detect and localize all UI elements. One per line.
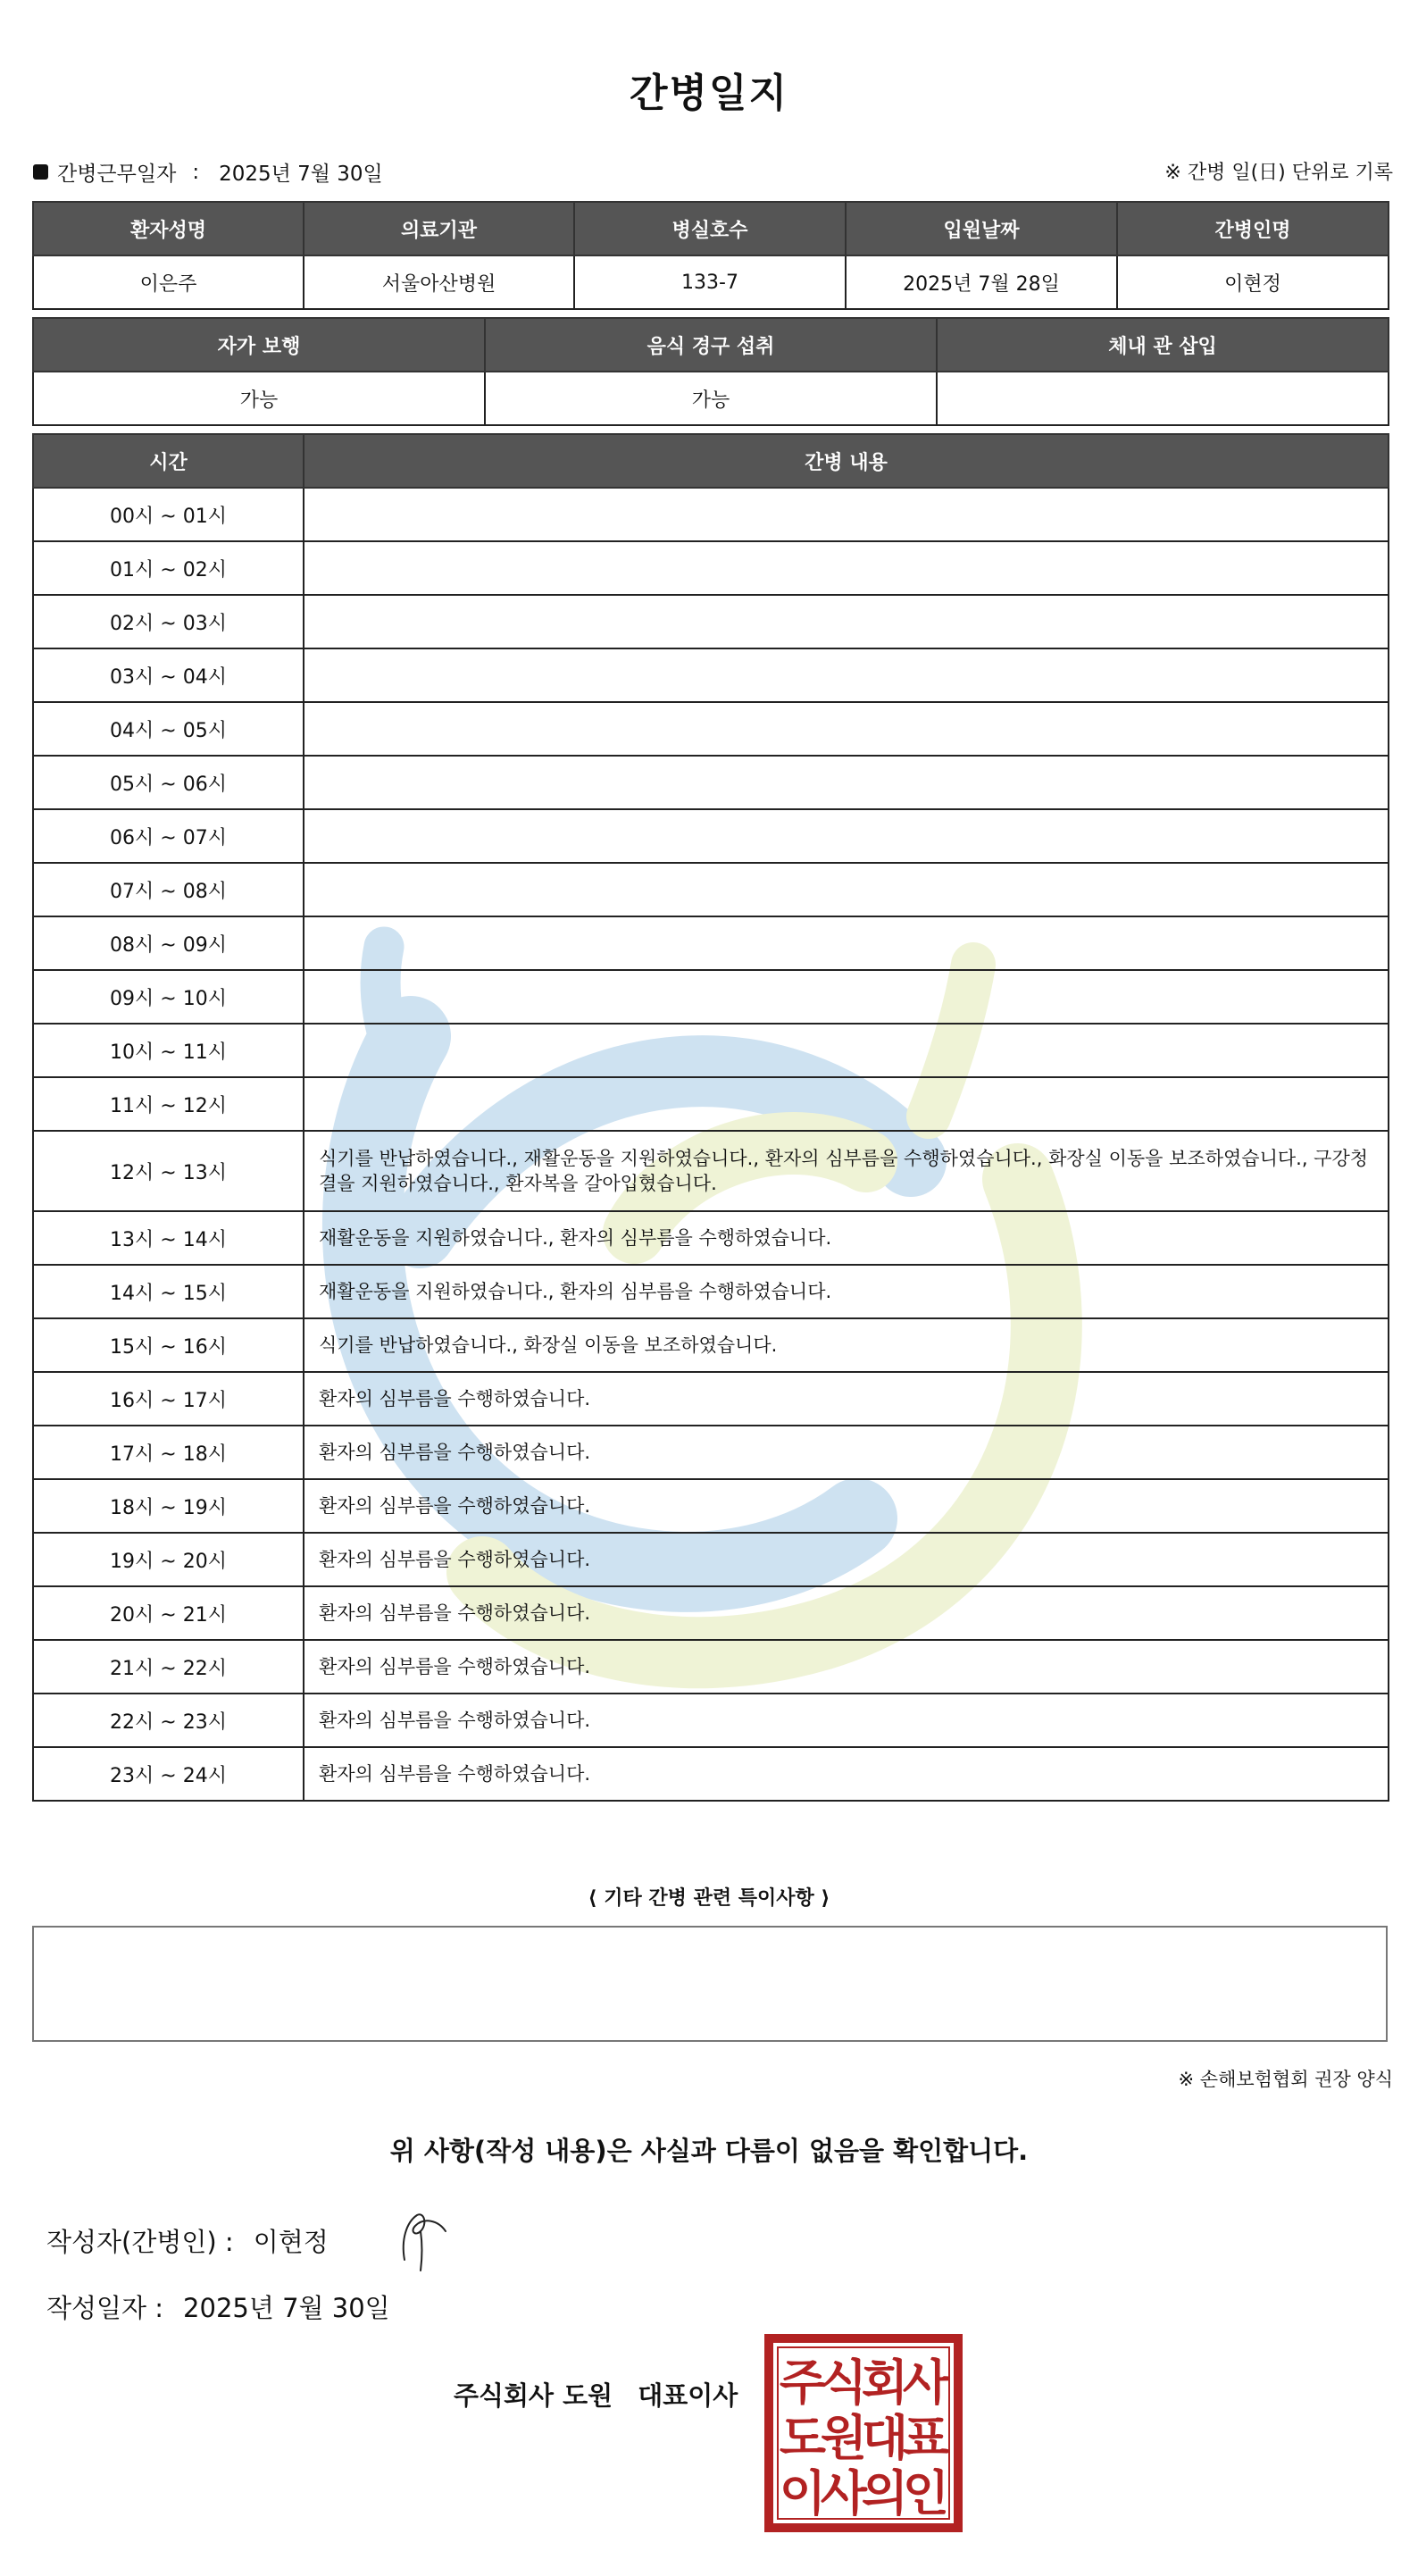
work-date-value: 2025년 7월 30일 bbox=[219, 163, 383, 186]
table-row bbox=[33, 541, 1389, 595]
header-time: 시간 bbox=[33, 434, 304, 488]
company-name: 주식회사 도원 bbox=[454, 2380, 613, 2411]
table-row bbox=[33, 1131, 1389, 1211]
svg-text:이: 이 bbox=[779, 2465, 827, 2522]
time-slot-cell: 05시 ~ 06시 bbox=[33, 756, 304, 809]
time-slot-cell: 18시 ~ 19시 bbox=[33, 1479, 304, 1533]
time-slot-cell: 01시 ~ 02시 bbox=[33, 541, 304, 595]
care-content-cell bbox=[304, 916, 1389, 970]
room-number: 133-7 bbox=[574, 255, 846, 309]
table-row bbox=[33, 1533, 1389, 1586]
svg-text:사: 사 bbox=[902, 2354, 950, 2411]
writer-label: 작성자(간병인) : bbox=[46, 2227, 234, 2257]
header-care-content: 간병 내용 bbox=[304, 434, 1389, 488]
table-row bbox=[33, 756, 1389, 809]
patient-name: 이은주 bbox=[33, 255, 304, 309]
header-hospital: 의료기관 bbox=[304, 202, 574, 255]
page-title: 간병일지 bbox=[629, 71, 788, 116]
care-content-cell bbox=[304, 970, 1389, 1024]
time-slot-cell: 10시 ~ 11시 bbox=[33, 1024, 304, 1077]
status-value-row bbox=[33, 372, 1389, 425]
written-date-value: 2025년 7월 30일 bbox=[183, 2293, 390, 2323]
self-walking-value: 가능 bbox=[33, 372, 485, 425]
writer-row bbox=[46, 2222, 329, 2259]
table-row bbox=[33, 1640, 1389, 1694]
oral-intake-value: 가능 bbox=[485, 372, 937, 425]
special-notes-label: ⟨ 기타 간병 관련 특이사항 ⟩ bbox=[588, 1887, 830, 1910]
care-content-cell bbox=[304, 1024, 1389, 1077]
time-slot-cell: 22시 ~ 23시 bbox=[33, 1694, 304, 1747]
bullet-square-icon bbox=[33, 164, 48, 180]
time-slot-cell: 07시 ~ 08시 bbox=[33, 863, 304, 916]
patient-info-header-row bbox=[33, 202, 1389, 255]
care-content-cell bbox=[304, 863, 1389, 916]
patient-info-value-row bbox=[33, 255, 1389, 309]
time-slot-cell: 02시 ~ 03시 bbox=[33, 595, 304, 648]
svg-text:사: 사 bbox=[820, 2465, 868, 2522]
care-content-cell bbox=[304, 756, 1389, 809]
care-content-cell: 재활운동을 지원하였습니다., 환자의 심부름을 수행하였습니다. bbox=[304, 1265, 1389, 1318]
header-tube-insertion: 체내 관 삽입 bbox=[937, 318, 1389, 372]
header-oral-intake: 음식 경구 섭취 bbox=[485, 318, 937, 372]
svg-text:인: 인 bbox=[902, 2465, 950, 2522]
table-row bbox=[33, 1747, 1389, 1801]
care-content-cell bbox=[304, 809, 1389, 863]
svg-text:의: 의 bbox=[861, 2465, 909, 2522]
time-slot-cell: 15시 ~ 16시 bbox=[33, 1318, 304, 1372]
care-content-cell bbox=[304, 595, 1389, 648]
svg-text:회: 회 bbox=[861, 2354, 909, 2411]
time-slot-cell: 14시 ~ 15시 bbox=[33, 1265, 304, 1318]
table-row bbox=[33, 809, 1389, 863]
care-content-cell: 재활운동을 지원하였습니다., 환자의 심부름을 수행하였습니다. bbox=[304, 1211, 1389, 1265]
care-content-cell: 환자의 심부름을 수행하였습니다. bbox=[304, 1372, 1389, 1426]
patient-info-table bbox=[32, 201, 1389, 310]
table-row bbox=[33, 1694, 1389, 1747]
time-slot-cell: 09시 ~ 10시 bbox=[33, 970, 304, 1024]
care-content-cell bbox=[304, 1077, 1389, 1131]
header-patient-name: 환자성명 bbox=[33, 202, 304, 255]
care-content-cell: 식기를 반납하였습니다., 화장실 이동을 보조하였습니다. bbox=[304, 1318, 1389, 1372]
svg-text:도: 도 bbox=[779, 2410, 827, 2466]
table-row bbox=[33, 1077, 1389, 1131]
care-content-cell: 환자의 심부름을 수행하였습니다. bbox=[304, 1694, 1389, 1747]
table-row bbox=[33, 1372, 1389, 1426]
table-row bbox=[33, 488, 1389, 541]
time-slot-cell: 21시 ~ 22시 bbox=[33, 1640, 304, 1694]
time-slot-cell: 13시 ~ 14시 bbox=[33, 1211, 304, 1265]
care-content-cell bbox=[304, 541, 1389, 595]
written-date-label: 작성일자 : bbox=[46, 2293, 164, 2323]
care-content-cell bbox=[304, 488, 1389, 541]
header-room: 병실호수 bbox=[574, 202, 846, 255]
recommended-form-note: ※ 손해보험협회 권장 양식 bbox=[1178, 2069, 1393, 2090]
svg-text:원: 원 bbox=[820, 2410, 868, 2466]
table-row bbox=[33, 970, 1389, 1024]
svg-text:주: 주 bbox=[779, 2354, 827, 2411]
header-admission-date: 입원날짜 bbox=[846, 202, 1117, 255]
status-header-row bbox=[33, 318, 1389, 372]
patient-status-table bbox=[32, 317, 1389, 426]
table-row bbox=[33, 595, 1389, 648]
header-caregiver-name: 간병인명 bbox=[1117, 202, 1389, 255]
table-row bbox=[33, 1265, 1389, 1318]
work-date-row bbox=[33, 157, 383, 187]
time-slot-cell: 23시 ~ 24시 bbox=[33, 1747, 304, 1801]
company-signature-line bbox=[454, 2376, 738, 2413]
special-notes-box bbox=[32, 1926, 1388, 2042]
time-slot-cell: 00시 ~ 01시 bbox=[33, 488, 304, 541]
header-self-walking: 자가 보행 bbox=[33, 318, 485, 372]
written-date-row bbox=[46, 2288, 390, 2325]
care-content-cell: 환자의 심부름을 수행하였습니다. bbox=[304, 1586, 1389, 1640]
work-date-label: 간병근무일자 bbox=[57, 163, 177, 186]
care-content-cell bbox=[304, 648, 1389, 702]
tube-insertion-value bbox=[937, 372, 1389, 425]
company-role: 대표이사 bbox=[638, 2380, 738, 2411]
caregiver-name: 이현정 bbox=[1117, 255, 1389, 309]
time-slot-cell: 11시 ~ 12시 bbox=[33, 1077, 304, 1131]
care-content-cell: 환자의 심부름을 수행하였습니다. bbox=[304, 1533, 1389, 1586]
time-slot-cell: 04시 ~ 05시 bbox=[33, 702, 304, 756]
time-slot-cell: 16시 ~ 17시 bbox=[33, 1372, 304, 1426]
table-row bbox=[33, 1586, 1389, 1640]
time-slot-cell: 08시 ~ 09시 bbox=[33, 916, 304, 970]
signature-icon bbox=[397, 2204, 451, 2276]
time-slot-cell: 19시 ~ 20시 bbox=[33, 1533, 304, 1586]
table-row bbox=[33, 1479, 1389, 1533]
time-slot-cell: 12시 ~ 13시 bbox=[33, 1131, 304, 1211]
table-row bbox=[33, 702, 1389, 756]
care-content-cell: 식기를 반납하였습니다., 재활운동을 지원하였습니다., 환자의 심부름을 수행하였습니다., 화장실 이동을 보조하였습니다., 구강청결을 지원하였습니다., 환자복을 갈아입혔습니다. bbox=[304, 1131, 1389, 1211]
care-log-table bbox=[32, 433, 1389, 1802]
care-log-body bbox=[33, 488, 1389, 1801]
table-row bbox=[33, 1211, 1389, 1265]
table-row bbox=[33, 1024, 1389, 1077]
table-row bbox=[33, 916, 1389, 970]
table-row bbox=[33, 863, 1389, 916]
work-date-colon: : bbox=[192, 160, 200, 184]
svg-text:식: 식 bbox=[820, 2354, 868, 2411]
svg-text:표: 표 bbox=[902, 2410, 950, 2466]
care-log-header-row bbox=[33, 434, 1389, 488]
table-row bbox=[33, 1426, 1389, 1479]
care-content-cell: 환자의 심부름을 수행하였습니다. bbox=[304, 1426, 1389, 1479]
care-content-cell: 환자의 심부름을 수행하였습니다. bbox=[304, 1747, 1389, 1801]
care-content-cell bbox=[304, 702, 1389, 756]
table-row bbox=[33, 648, 1389, 702]
table-row bbox=[33, 1318, 1389, 1372]
daily-record-note: ※ 간병 일(日) 단위로 기록 bbox=[1164, 162, 1393, 184]
company-seal-icon bbox=[763, 2333, 963, 2533]
hospital-name: 서울아산병원 bbox=[304, 255, 574, 309]
time-slot-cell: 06시 ~ 07시 bbox=[33, 809, 304, 863]
admission-date: 2025년 7월 28일 bbox=[846, 255, 1117, 309]
svg-text:대: 대 bbox=[861, 2410, 909, 2466]
confirmation-statement: 위 사항(작성 내용)은 사실과 다름이 없음을 확인합니다. bbox=[389, 2136, 1029, 2166]
time-slot-cell: 03시 ~ 04시 bbox=[33, 648, 304, 702]
care-content-cell: 환자의 심부름을 수행하였습니다. bbox=[304, 1479, 1389, 1533]
writer-name: 이현정 bbox=[253, 2227, 329, 2257]
time-slot-cell: 17시 ~ 18시 bbox=[33, 1426, 304, 1479]
care-content-cell: 환자의 심부름을 수행하였습니다. bbox=[304, 1640, 1389, 1694]
time-slot-cell: 20시 ~ 21시 bbox=[33, 1586, 304, 1640]
